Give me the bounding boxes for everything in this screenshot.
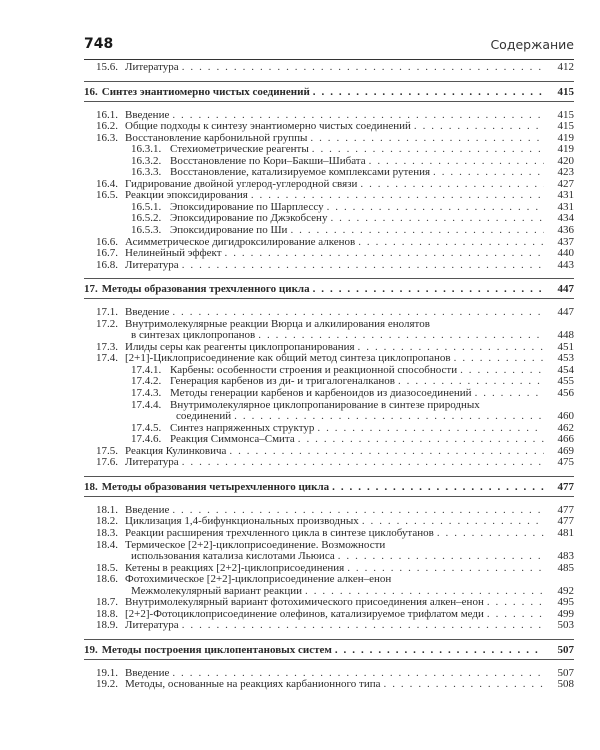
entry-title: Илиды серы как реагенты циклопропанирования xyxy=(125,340,355,353)
entry-title: Литература xyxy=(125,619,179,632)
entry-title: Карбены: особенности строения и реакционной способности xyxy=(170,363,458,376)
entry-number: 16.5.1. xyxy=(131,200,162,213)
entry-title: Синтез напряженных структур xyxy=(170,421,315,434)
entry-page: 462 xyxy=(557,421,574,434)
entry-number: 17.5. xyxy=(96,444,118,457)
dot-leader xyxy=(433,167,544,179)
entry-page: 495 xyxy=(557,596,574,609)
entry-body xyxy=(125,260,544,272)
entry-page: 419 xyxy=(557,131,574,144)
page-header xyxy=(84,36,574,58)
entry-title: Реакция Симмонса–Смита xyxy=(170,433,295,446)
entry-title: использования катализа кислотами Льюиса xyxy=(131,550,335,563)
entry-line xyxy=(170,388,544,400)
entry-body xyxy=(125,620,544,632)
entry-number: 16.1. xyxy=(96,108,118,121)
entry-title: Восстановление, катализируемое комплексами рутения xyxy=(170,166,431,179)
entry-body xyxy=(125,528,544,540)
dot-leader xyxy=(290,225,544,237)
entry-line xyxy=(170,411,544,423)
entry-page: 412 xyxy=(557,61,574,73)
entry-page: 431 xyxy=(557,200,574,213)
entry-title: [2+1]-Циклоприсоединение как общий метод синтеза циклопропанов xyxy=(125,352,451,365)
entry-number: 16.5.3. xyxy=(131,224,162,237)
entry-title: Введение xyxy=(125,108,170,121)
entry-page: 453 xyxy=(557,352,574,365)
entry-page: 447 xyxy=(557,306,574,319)
chapter-top-rule xyxy=(84,81,574,82)
entry-title: Литература xyxy=(125,456,179,469)
entry-page: 460 xyxy=(557,410,574,423)
entry-title: Литература xyxy=(125,61,179,73)
dot-leader xyxy=(327,202,544,214)
entry-body xyxy=(170,144,544,156)
entry-number: 16.5.2. xyxy=(131,212,162,225)
entry-body xyxy=(170,388,544,400)
entry-title: Литература xyxy=(125,258,179,271)
chapter-line xyxy=(84,644,544,656)
entry-title: Гидрирование двойной углерод-углеродной связи xyxy=(125,177,358,190)
entry-title: Реакции эпоксидирования xyxy=(125,189,248,202)
entry-line xyxy=(125,551,544,563)
entry-body xyxy=(125,609,544,621)
toc-entry xyxy=(84,528,574,540)
entry-title: Эпоксидирование по Джэкобсену xyxy=(170,212,328,225)
entry-title: Стехиометрические реагенты xyxy=(170,143,309,156)
entry-number: 17.1. xyxy=(96,306,118,319)
entry-page: 440 xyxy=(557,247,574,260)
entry-line xyxy=(125,457,544,469)
entry-number: 17.2. xyxy=(96,317,118,330)
chapter-body xyxy=(84,481,544,493)
dot-leader xyxy=(317,423,544,435)
dot-leader xyxy=(229,446,544,458)
entry-page: 454 xyxy=(557,363,574,376)
dot-leader xyxy=(330,213,544,225)
entry-page: 455 xyxy=(557,375,574,388)
entry-page: 437 xyxy=(557,235,574,248)
entry-body xyxy=(125,446,544,458)
chapter-top-rule xyxy=(84,278,574,279)
entry-title: в синтезах циклопропанов xyxy=(131,329,256,342)
entry-title: Фотохимическое [2+2]-циклоприсоединение алкен–енон xyxy=(125,573,392,586)
entry-line xyxy=(125,574,544,586)
entry-title: Термическое [2+2]-циклоприсоединение. Возможности xyxy=(125,538,386,551)
entry-line xyxy=(125,121,544,133)
entry-title: Эпоксидирование по Шарплессу xyxy=(170,200,324,213)
toc-entry xyxy=(84,540,574,563)
entry-body xyxy=(170,225,544,237)
chapter-heading xyxy=(84,283,574,295)
dot-leader xyxy=(414,121,544,133)
entry-title: Внутримолекулярное циклопропанирование в синтезе природных xyxy=(170,398,480,411)
toc-entry xyxy=(84,679,574,691)
entry-number: 19.2. xyxy=(96,678,118,691)
toc-entry xyxy=(84,319,574,342)
chapter-line xyxy=(84,481,544,493)
chapter-line xyxy=(84,86,544,98)
entry-number: 16.2. xyxy=(96,120,118,133)
running-title: Содержание xyxy=(490,37,574,52)
table-of-contents xyxy=(84,62,574,691)
dot-leader xyxy=(360,179,544,191)
dot-leader xyxy=(182,457,544,469)
chapter-page: 447 xyxy=(557,283,574,296)
entry-page: 448 xyxy=(557,329,574,342)
toc-entry xyxy=(84,225,574,237)
entry-title: [2+2]-Фотоциклоприсоединение олефинов, катализируемое трифлатом меди xyxy=(125,607,484,620)
dot-leader xyxy=(475,388,544,400)
entry-page: 423 xyxy=(557,166,574,179)
entry-title: Межмолекулярный вариант реакции xyxy=(131,584,303,597)
toc-entry xyxy=(84,574,574,597)
entry-page: 420 xyxy=(557,154,574,167)
chapter-top-rule xyxy=(84,476,574,477)
chapter-heading xyxy=(84,86,574,98)
entry-page: 499 xyxy=(557,607,574,620)
entry-body xyxy=(125,121,544,133)
entry-page: 434 xyxy=(557,212,574,225)
chapter-page: 477 xyxy=(557,480,574,493)
chapter-title: Методы образования трехчленного цикла xyxy=(101,283,310,296)
chapter-body xyxy=(84,86,544,98)
dot-leader xyxy=(384,679,544,691)
entry-number: 17.4.4. xyxy=(131,398,162,411)
entry-number: 19.1. xyxy=(96,666,118,679)
chapter-body xyxy=(84,644,544,656)
entry-page: 477 xyxy=(557,503,574,516)
entry-number: 16.3.2. xyxy=(131,154,162,167)
dot-leader xyxy=(312,144,544,156)
entry-number: 15.6. xyxy=(96,61,118,73)
entry-page: 427 xyxy=(557,177,574,190)
chapter-heading xyxy=(84,481,574,493)
entry-page: 431 xyxy=(557,189,574,202)
dot-leader xyxy=(338,551,544,563)
entry-title: Введение xyxy=(125,503,170,516)
dot-leader xyxy=(313,283,544,295)
chapter-page: 415 xyxy=(557,85,574,98)
entry-line xyxy=(125,62,544,74)
chapter-title: Методы образования четырехчленного цикла xyxy=(101,480,330,493)
chapter-title: Методы построения циклопентановых систем xyxy=(101,643,332,656)
entry-number: 18.1. xyxy=(96,503,118,516)
entry-title: Восстановление по Кори–Бакши–Шибата xyxy=(170,154,366,167)
entry-title: Восстановление карбонильной группы xyxy=(125,131,308,144)
toc-entry xyxy=(84,620,574,632)
dot-leader xyxy=(358,237,544,249)
toc-entry xyxy=(84,121,574,133)
toc-entry xyxy=(84,260,574,272)
entry-line xyxy=(125,609,544,621)
entry-line xyxy=(170,434,544,446)
entry-page: 419 xyxy=(557,143,574,156)
entry-title: Реакции расширения трехчленного цикла в синтезе циклобутанов xyxy=(125,526,434,539)
entry-line xyxy=(170,225,544,237)
toc-entry xyxy=(84,248,574,260)
chapter-number: 16. xyxy=(84,85,98,98)
entry-title: Внутримолекулярные реакции Вюрца и алкилирования енолятов xyxy=(125,317,430,330)
chapter-number: 19. xyxy=(84,643,98,656)
entry-page: 507 xyxy=(557,666,574,679)
entry-page: 456 xyxy=(557,387,574,400)
chapter-gap xyxy=(84,469,574,476)
entry-page: 443 xyxy=(557,258,574,271)
dot-leader xyxy=(332,481,544,493)
entry-page: 477 xyxy=(557,515,574,528)
page-number: 748 xyxy=(84,36,114,52)
entry-number: 18.3. xyxy=(96,526,118,539)
entry-title: соединений xyxy=(176,410,232,423)
entry-page: 451 xyxy=(557,340,574,353)
entry-number: 17.3. xyxy=(96,340,118,353)
toc-entry xyxy=(84,62,574,74)
entry-number: 17.4.3. xyxy=(131,387,162,400)
entry-body xyxy=(125,248,544,260)
entry-number: 16.5. xyxy=(96,189,118,202)
entry-page: 436 xyxy=(557,224,574,237)
entry-number: 17.4.6. xyxy=(131,433,162,446)
entry-title: Введение xyxy=(125,666,170,679)
dot-leader xyxy=(182,62,544,74)
chapter-top-rule xyxy=(84,639,574,640)
entry-page: 483 xyxy=(557,550,574,563)
chapter-gap xyxy=(84,74,574,81)
header-rule xyxy=(84,59,574,60)
entry-page: 492 xyxy=(557,584,574,597)
entry-number: 16.8. xyxy=(96,258,118,271)
dot-leader xyxy=(454,353,544,365)
toc-entry xyxy=(84,400,574,423)
entry-title: Кетены в реакциях [2+2]-циклоприсоединения xyxy=(125,561,345,574)
entry-number: 18.6. xyxy=(96,573,118,586)
entry-line xyxy=(125,248,544,260)
entry-title: Общие подходы к синтезу энантиомерно чистых соединений xyxy=(125,120,411,133)
entry-body xyxy=(125,62,544,74)
entry-number: 16.4. xyxy=(96,177,118,190)
entry-page: 415 xyxy=(557,108,574,121)
dot-leader xyxy=(310,133,544,145)
entry-line xyxy=(125,446,544,458)
entry-number: 16.3.3. xyxy=(131,166,162,179)
entry-body xyxy=(170,400,544,423)
entry-page: 469 xyxy=(557,444,574,457)
chapter-number: 17. xyxy=(84,283,98,296)
entry-number: 17.6. xyxy=(96,456,118,469)
entry-number: 16.3. xyxy=(96,131,118,144)
dot-leader xyxy=(182,260,544,272)
entry-number: 16.6. xyxy=(96,235,118,248)
toc-entry xyxy=(84,388,574,400)
entry-number: 16.7. xyxy=(96,247,118,260)
chapter-body xyxy=(84,283,544,295)
dot-leader xyxy=(437,528,544,540)
entry-title: Эпоксидирование по Ши xyxy=(170,224,288,237)
entry-number: 17.4.2. xyxy=(131,375,162,388)
entry-number: 17.4.5. xyxy=(131,421,162,434)
entry-line xyxy=(170,144,544,156)
dot-leader xyxy=(313,86,544,98)
entry-number: 18.8. xyxy=(96,607,118,620)
entry-title: Генерация карбенов из ди- и тригалогеналканов xyxy=(170,375,395,388)
entry-number: 18.9. xyxy=(96,619,118,632)
entry-page: 481 xyxy=(557,526,574,539)
dot-leader xyxy=(335,644,544,656)
chapter-gap xyxy=(84,632,574,639)
entry-number: 18.4. xyxy=(96,538,118,551)
entry-page: 508 xyxy=(557,678,574,691)
toc-entry xyxy=(84,457,574,469)
entry-body xyxy=(125,540,544,563)
chapter-number: 18. xyxy=(84,480,98,493)
entry-line xyxy=(125,528,544,540)
entry-title: Реакция Кулинковича xyxy=(125,444,227,457)
entry-title: Асимметрическое дигидроксилирование алкенов xyxy=(125,235,356,248)
entry-title: Внутримолекулярный вариант фотохимического присоединения алкен–енон xyxy=(125,596,484,609)
entry-number: 18.7. xyxy=(96,596,118,609)
entry-body xyxy=(125,679,544,691)
entry-title: Введение xyxy=(125,306,170,319)
entry-page: 485 xyxy=(557,561,574,574)
chapter-title: Синтез энантиомерно чистых соединений xyxy=(101,85,310,98)
chapter-line xyxy=(84,283,544,295)
entry-title: Нелинейный эффект xyxy=(125,247,222,260)
entry-line xyxy=(125,260,544,272)
entry-number: 16.3.1. xyxy=(131,143,162,156)
dot-leader xyxy=(487,597,544,609)
dot-leader xyxy=(182,620,544,632)
entry-body xyxy=(125,457,544,469)
entry-page: 475 xyxy=(557,456,574,469)
entry-line xyxy=(125,679,544,691)
entry-number: 18.5. xyxy=(96,561,118,574)
chapter-heading xyxy=(84,644,574,656)
entry-title: Методы генерации карбенов и карбеноидов из диазосоединений xyxy=(170,387,472,400)
entry-title: Циклизация 1,4-бифункциональных производных xyxy=(125,515,359,528)
dot-leader xyxy=(298,434,544,446)
entry-page: 415 xyxy=(557,120,574,133)
entry-page: 503 xyxy=(557,619,574,632)
entry-number: 17.4. xyxy=(96,352,118,365)
entry-body xyxy=(125,319,544,342)
entry-body xyxy=(170,434,544,446)
entry-number: 18.2. xyxy=(96,515,118,528)
dot-leader xyxy=(460,365,544,377)
dot-leader xyxy=(234,411,544,423)
dot-leader xyxy=(225,248,544,260)
entry-title: Методы, основанные на реакциях карбанионного типа xyxy=(125,678,381,691)
dot-leader xyxy=(487,609,544,621)
entry-line xyxy=(125,620,544,632)
toc-entry xyxy=(84,144,574,156)
chapter-gap xyxy=(84,271,574,278)
entry-page: 466 xyxy=(557,433,574,446)
chapter-page: 507 xyxy=(557,643,574,656)
entry-number: 17.4.1. xyxy=(131,363,162,376)
entry-body xyxy=(125,574,544,597)
